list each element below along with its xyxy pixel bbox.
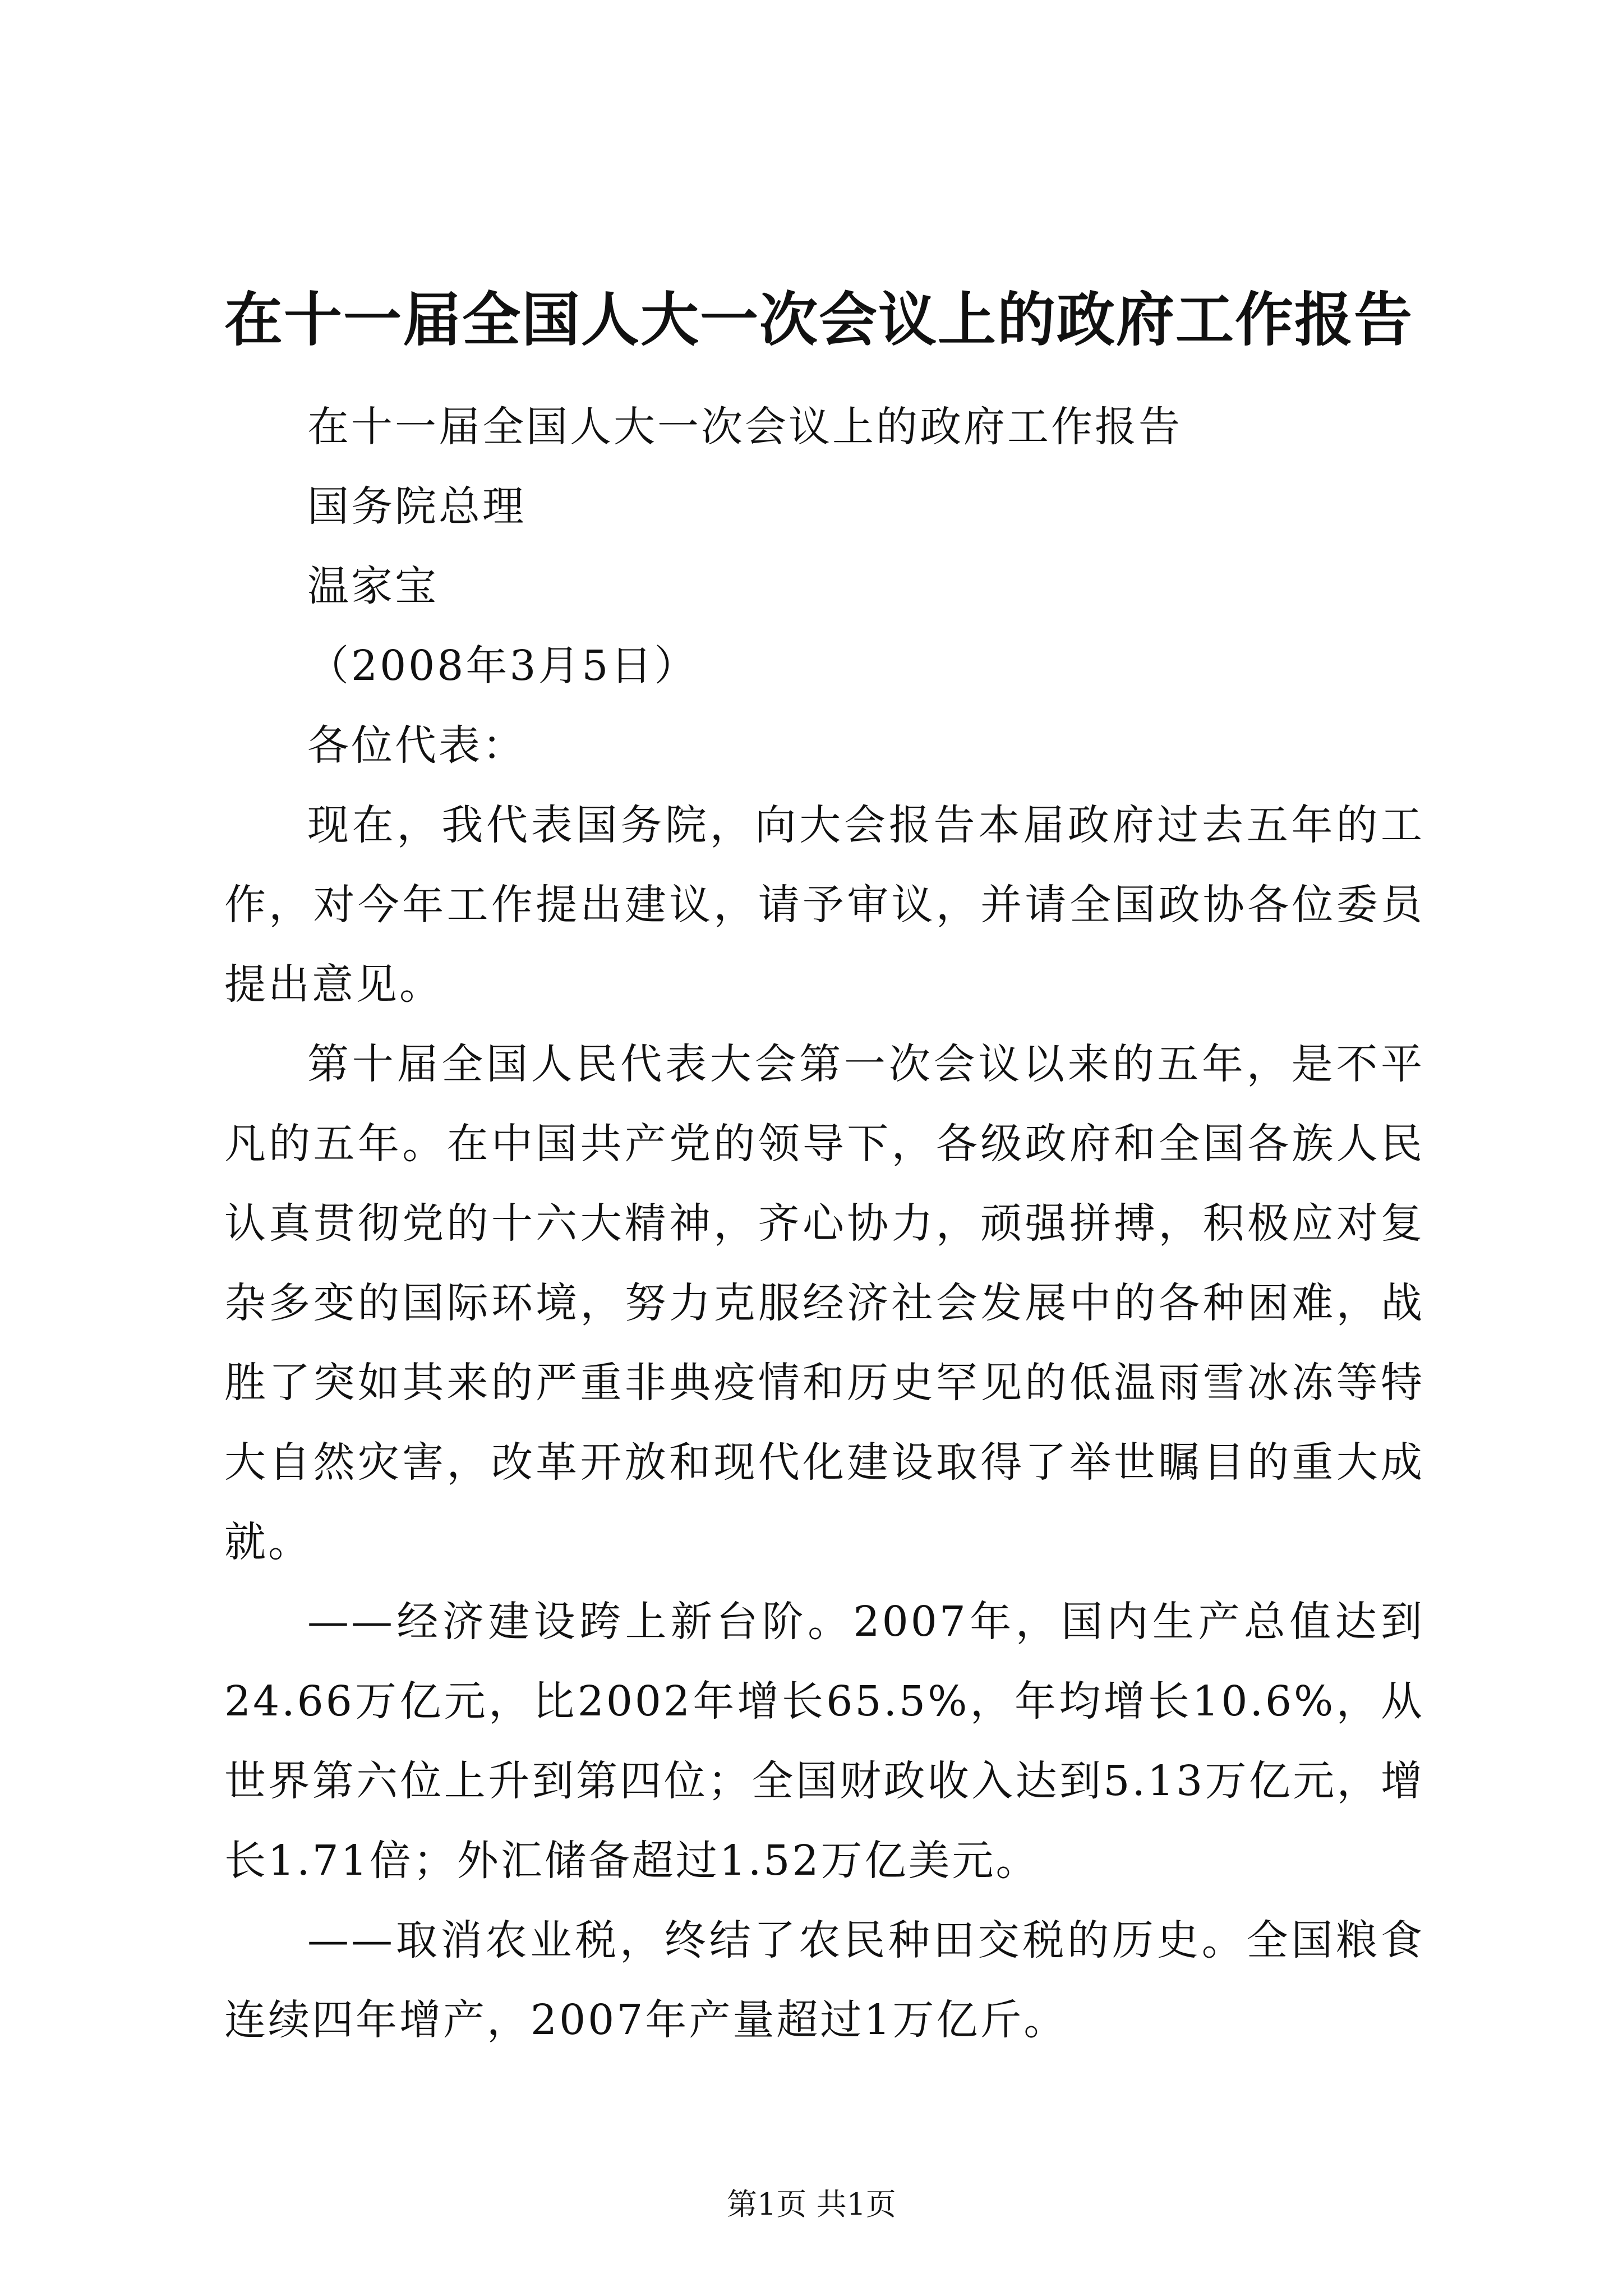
report-date: （2008年3月5日） <box>307 642 698 690</box>
author-position: 国务院总理 <box>307 482 526 531</box>
salutation: 各位代表： <box>307 721 526 770</box>
body-paragraph: 第十届全国人民代表大会第一次会议以来的五年，是不平凡的五年。在中国共产党的领导下，各级政府和全国各族人民认真贯彻党的十六大精神，齐心协力，顽强拼搏，积极应对复杂多变的国际环境，努力克服经济社会发展中的各种困难，战胜了突如其来的严重非典疫情和历史罕见的低温雨雪冰冻等特大自然灾害，改革开放和现代化建设取得了举世瞩目的重大成就。 <box>224 1040 1424 1566</box>
body-paragraph: 现在，我代表国务院，向大会报告本届政府过去五年的工作，对今年工作提出建议，请予审议，并请全国政协各位委员提出意见。 <box>224 801 1424 1009</box>
body-paragraph: ——经济建设跨上新台阶。2007年，国内生产总值达到24.66万亿元，比2002年增长65.5%，年均增长10.6%，从世界第六位上升到第四位；全国财政收入达到5.13万亿元，增长1.71倍；外汇储备超过1.52万亿美元。 <box>224 1598 1424 1885</box>
subtitle: 在十一届全国人大一次会议上的政府工作报告 <box>307 403 1182 451</box>
document-body <box>224 387 1424 2060</box>
document-title: 在十一届全国人大一次会议上的政府工作报告 <box>224 285 1413 354</box>
body-paragraph: ——取消农业税，终结了农民种田交税的历史。全国粮食连续四年增产，2007年产量超过1万亿斤。 <box>224 1916 1424 2044</box>
author-name: 温家宝 <box>307 562 439 610</box>
page-footer: 第1页 共1页 <box>727 2187 896 2222</box>
